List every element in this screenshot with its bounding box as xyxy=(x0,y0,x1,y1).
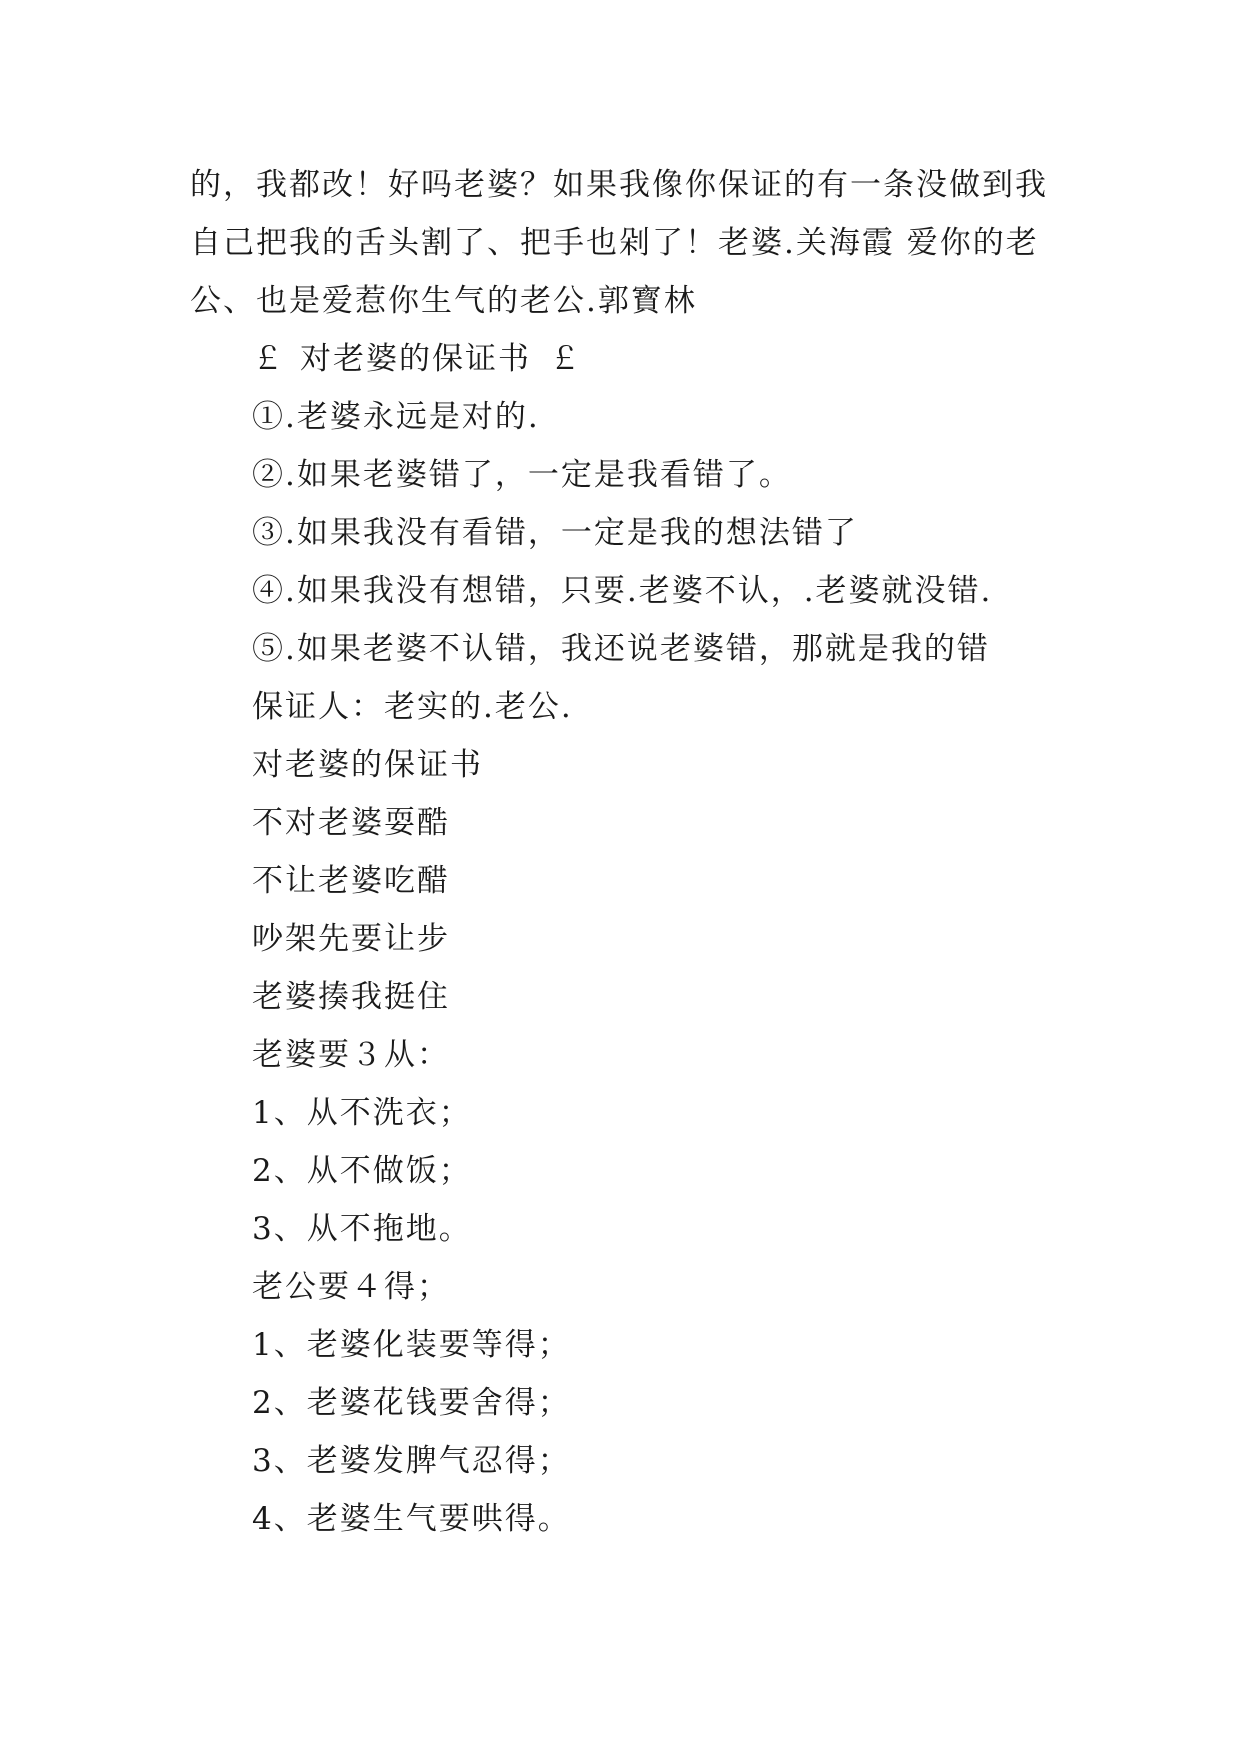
pound-symbol-right: ￡ xyxy=(549,341,582,377)
rule-item: ③.如果我没有看错，一定是我的想法错了 xyxy=(252,515,858,551)
rule-item: ⑤.如果老婆不认错，我还说老婆错，那就是我的错 xyxy=(252,631,990,667)
intro-line-2: 自己把我的舌头割了、把手也剁了！老婆.关海霞 爱你的老 xyxy=(190,225,1039,261)
husband-heading: 老公要４得； xyxy=(252,1269,450,1305)
pledge-item: 吵架先要让步 xyxy=(252,921,450,957)
intro-line-1: 的，我都改！好吗老婆？如果我像你保证的有一条没做到我 xyxy=(190,167,1048,203)
pound-symbol-left: ￡ xyxy=(252,341,285,377)
second-title: 对老婆的保证书 xyxy=(252,747,483,783)
rule-item: ②.如果老婆错了，一定是我看错了。 xyxy=(252,457,792,493)
rule-item: ①.老婆永远是对的. xyxy=(252,399,540,435)
husband-item: 3、老婆发脾气忍得； xyxy=(252,1443,571,1479)
pledge-title-text: 对老婆的保证书 xyxy=(300,341,531,377)
wife-item: 2、从不做饭； xyxy=(252,1153,472,1189)
guarantor-line: 保证人：老实的.老公. xyxy=(252,689,573,725)
husband-item: 2、老婆花钱要舍得； xyxy=(252,1385,571,1421)
husband-item: 4、老婆生气要哄得。 xyxy=(252,1501,571,1537)
document-body xyxy=(190,156,1070,1548)
pledge-item: 不让老婆吃醋 xyxy=(252,863,450,899)
intro-line-3: 公、也是爱惹你生气的老公.郭寳林 xyxy=(190,283,697,319)
wife-heading: 老婆要３从： xyxy=(252,1037,450,1073)
wife-item: 3、从不拖地。 xyxy=(252,1211,472,1247)
wife-item: 1、从不洗衣； xyxy=(252,1095,472,1131)
rule-item: ④.如果我没有想错，只要.老婆不认，.老婆就没错. xyxy=(252,573,993,609)
pledge-item: 老婆揍我挺住 xyxy=(252,979,450,1015)
pledge-item: 不对老婆耍酷 xyxy=(252,805,450,841)
pledge-title xyxy=(190,330,1070,388)
husband-item: 1、老婆化装要等得； xyxy=(252,1327,571,1363)
